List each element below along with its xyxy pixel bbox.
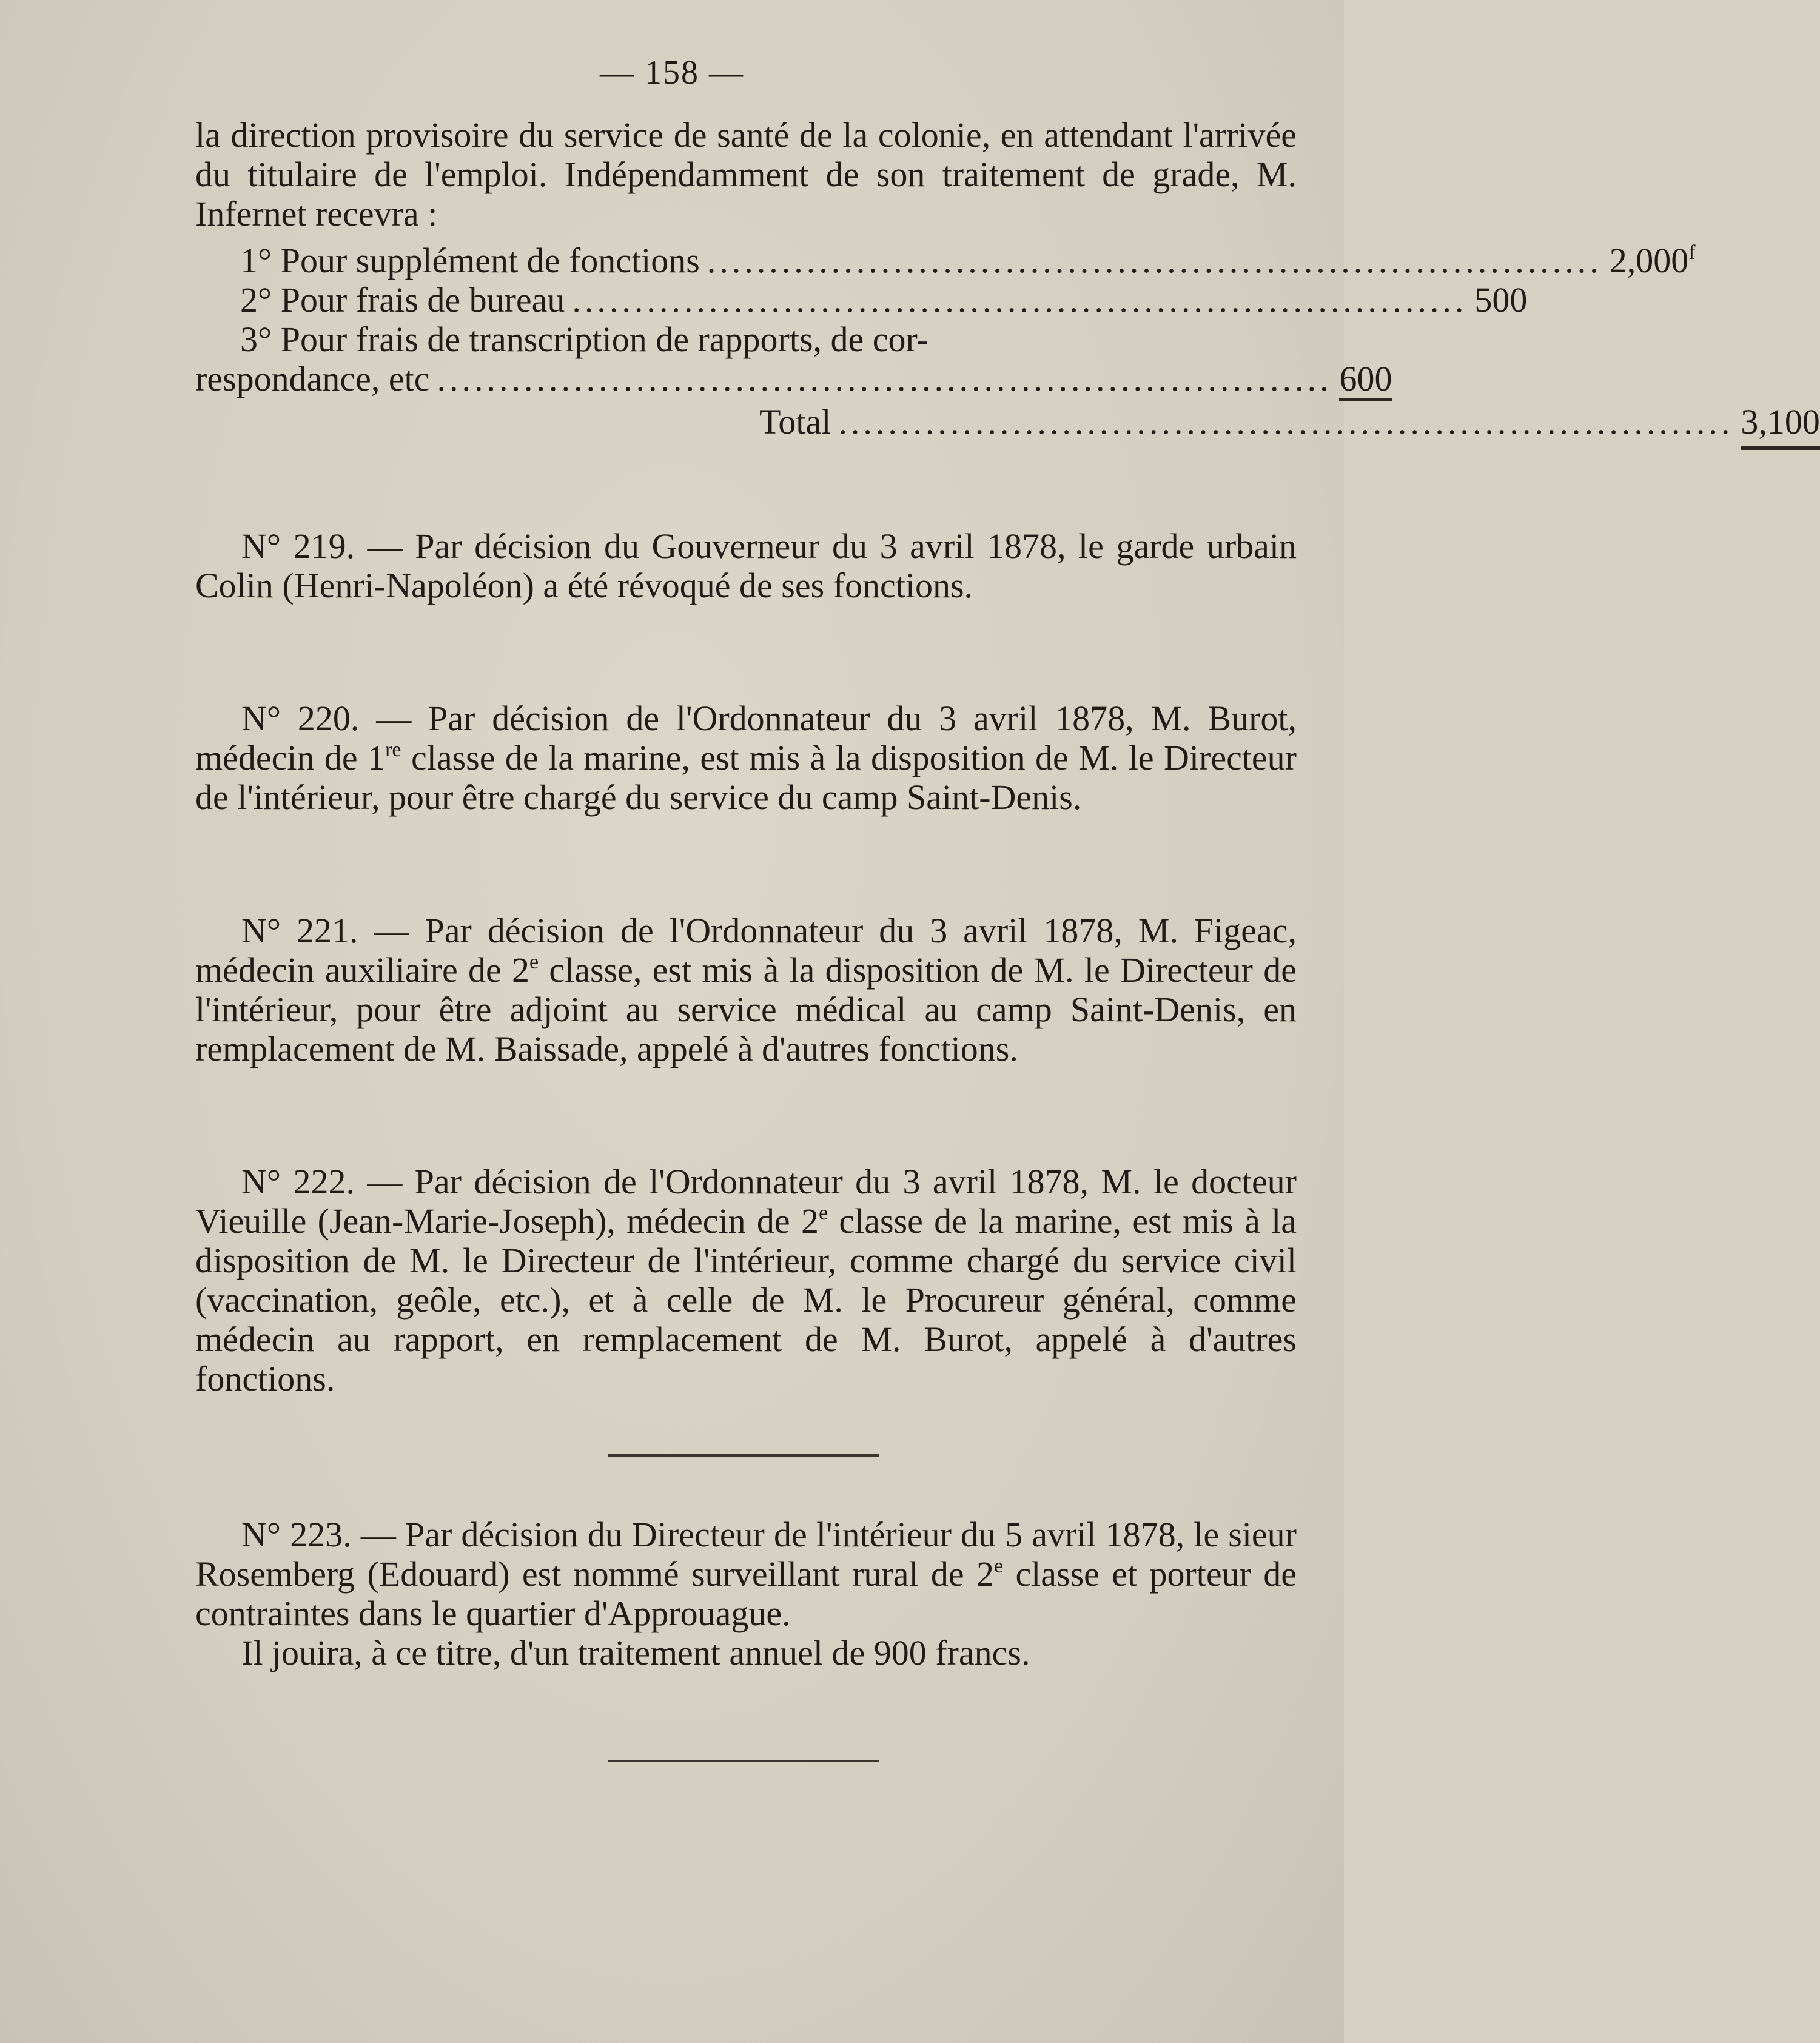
expense-amount: 2,000$^f$ <box>1609 241 1696 280</box>
expense-row <box>195 359 1392 401</box>
total-row <box>195 402 1820 450</box>
total-amount: 3,100 <box>1741 402 1820 450</box>
decision-219 <box>195 526 1297 605</box>
decision-paragraph: N° 223. — Par décision du Directeur de l'intérieur du 5 avril 1878, le sieur Rosemberg (Edouard) est nommé surveillant rural de 2e classe et porteur de contraintes dans le quartier d'Approuague. <box>195 1515 1297 1633</box>
expense-row <box>195 280 1528 320</box>
expense-row <box>195 241 1696 280</box>
decision-paragraph: N° 221. — Par décision de l'Ordonnateur du 3 avril 1878, M. Figeac, médecin auxiliaire de 2e classe, est mis à la disposition de M. le Directeur de l'intérieur, pour être adjoint au service médical au camp Saint-Denis, en remplacement de M. Baissade, appelé à d'autres fonctions. <box>195 911 1297 1068</box>
expense-amount: 500 <box>1474 280 1528 320</box>
expense-section <box>195 115 1820 450</box>
expense-label: respondance, etc <box>195 359 430 398</box>
expense-amount: 600 <box>1339 359 1392 401</box>
decision-223 <box>195 1515 1297 1672</box>
decision-paragraph: N° 219. — Par décision du Gouverneur du 3 avril 1878, le garde urbain Colin (Henri-Napoléon) a été révoqué de ses fonctions. <box>195 526 1297 605</box>
intro-paragraph: la direction provisoire du service de santé de la colonie, en attendant l'arrivée du titulaire de l'emploi. Indépendamment de son traitement de grade, M. Infernet recevra : <box>195 115 1297 233</box>
expense-label: 2° Pour frais de bureau <box>240 280 565 320</box>
decision-paragraph: N° 220. — Par décision de l'Ordonnateur du 3 avril 1878, M. Burot, médecin de 1re classe de la marine, est mis à la disposition de M. le Directeur de l'intérieur, pour être chargé du service du camp Saint-Denis. <box>195 699 1297 817</box>
page-number: — 158 — <box>600 54 744 92</box>
dot-leader: ........................................................................ <box>707 241 1602 280</box>
dot-leader: ........................................................................ <box>437 359 1332 398</box>
decision-221 <box>195 911 1297 1068</box>
expense-label: 1° Pour supplément de fonctions <box>240 241 700 280</box>
decision-222 <box>195 1162 1297 1398</box>
total-label: Total <box>759 402 831 441</box>
decision-continuation: Il jouira, à ce titre, d'un traitement annuel de 900 francs. <box>241 1633 1030 1672</box>
dot-leader: ........................................................................ <box>838 402 1734 441</box>
expense-label: 3° Pour frais de transcription de rapports, de cor- <box>240 320 928 359</box>
decision-220 <box>195 699 1297 817</box>
end-rule <box>608 1760 879 1762</box>
decision-paragraph: N° 222. — Par décision de l'Ordonnateur du 3 avril 1878, M. le docteur Vieuille (Jean-Marie-Joseph), médecin de 2e classe de la marine, est mis à la disposition de M. le Directeur de l'intérieur, comme chargé du service civil (vaccination, geôle, etc.), et à celle de M. le Procureur général, comme médecin au rapport, en remplacement de M. Burot, appelé à d'autres fonctions. <box>195 1162 1297 1398</box>
separator-rule <box>608 1454 879 1457</box>
dot-leader: ........................................................................ <box>572 280 1468 320</box>
